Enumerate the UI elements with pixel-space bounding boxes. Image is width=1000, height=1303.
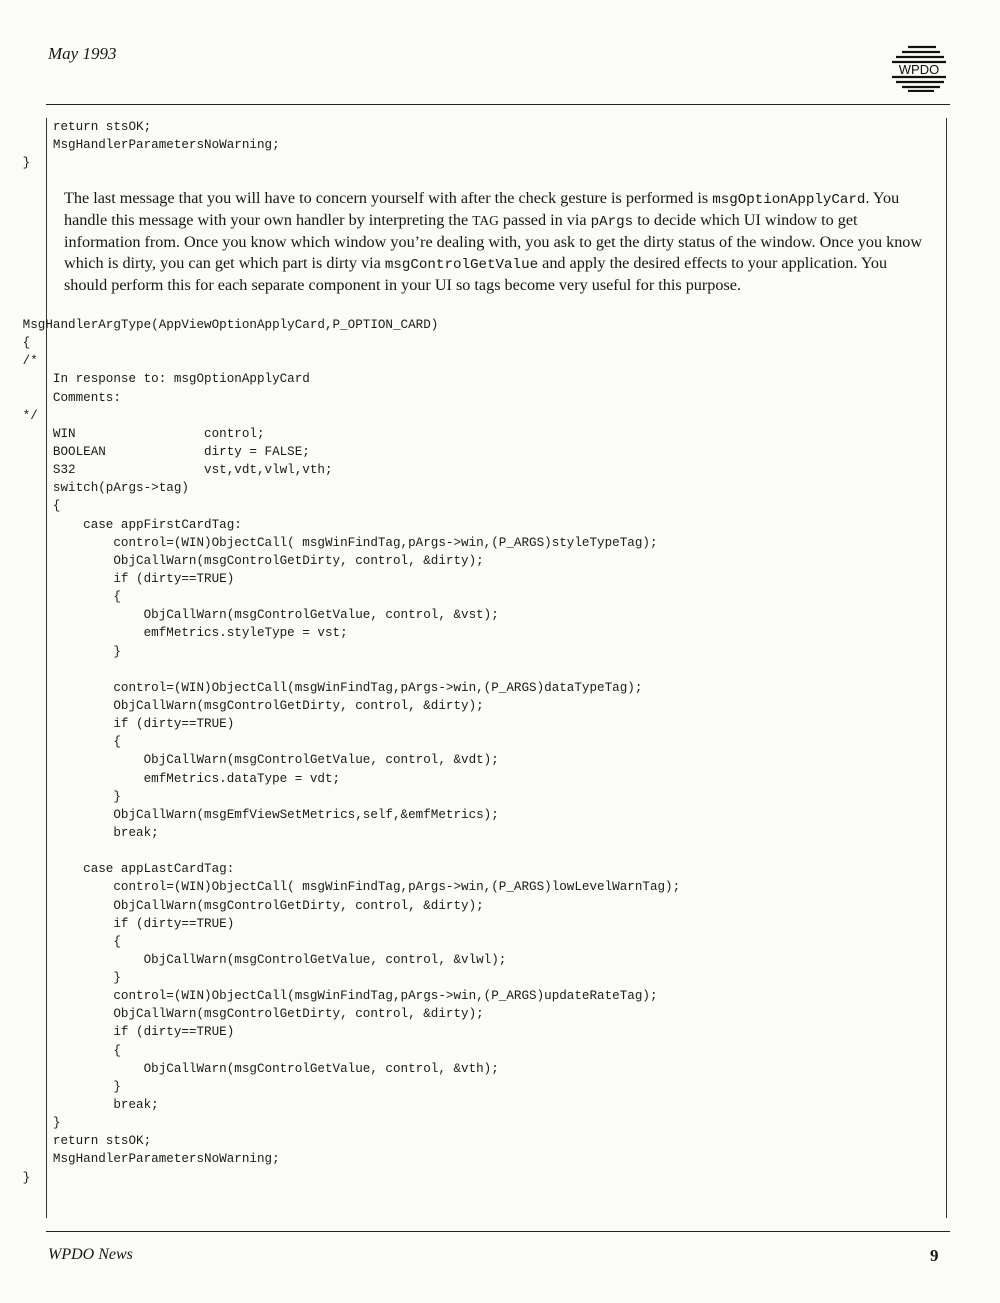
- code-line: ObjCallWarn(msgControlGetValue, control, &vst);: [0, 608, 499, 623]
- top-rule: [46, 104, 950, 105]
- inline-code: msgOptionApplyCard: [712, 192, 866, 208]
- code-line: return stsOK;: [0, 120, 152, 134]
- paragraph-text: The last message that you will have to concern yourself with after the check gesture is performed is: [64, 189, 713, 207]
- code-line: {: [0, 735, 121, 750]
- body-paragraph: [64, 188, 932, 295]
- wpdo-logo: [886, 44, 952, 92]
- logo-text: WPDO: [898, 62, 940, 77]
- code-line: control=(WIN)ObjectCall(msgWinFindTag,pArgs->win,(P_ARGS)dataTypeTag);: [0, 680, 643, 695]
- code-line: MsgHandlerParametersNoWarning;: [0, 138, 280, 153]
- code-line: In response to: msgOptionApplyCard: [0, 372, 310, 387]
- code-block-main: [0, 316, 680, 1187]
- code-line: }: [0, 1170, 31, 1185]
- paragraph-text: to decide which UI window to get information from. Once you know which window you’re dealing with, you ask to get the dirty status of the window. Once you know which is dirty, you can get which part is dirty via: [64, 211, 923, 272]
- code-line: {: [0, 934, 121, 949]
- code-line: ObjCallWarn(msgControlGetDirty, control, &dirty);: [0, 898, 484, 913]
- code-line: if (dirty==TRUE): [0, 717, 235, 732]
- code-line: }: [0, 1116, 61, 1131]
- code-line: MsgHandlerArgType(AppViewOptionApplyCard,P_OPTION_CARD): [0, 318, 439, 332]
- code-line: }: [0, 644, 121, 659]
- code-line: [0, 842, 680, 860]
- paragraph-text: passed in via: [498, 211, 591, 230]
- code-line: emfMetrics.styleType = vst;: [0, 626, 348, 641]
- code-line: ObjCallWarn(msgControlGetDirty, control, &dirty);: [0, 553, 484, 568]
- code-line: ObjCallWarn(msgControlGetValue, control, &vlwl);: [0, 952, 507, 967]
- code-line: ObjCallWarn(msgControlGetDirty, control, &dirty);: [0, 1007, 484, 1022]
- code-line: WIN control;: [0, 426, 265, 441]
- paragraph-text: and apply the desired effects to your application. You should perform this for each separate component in your UI so tags become very useful for this purpose.: [64, 253, 888, 294]
- code-line: ObjCallWarn(msgControlGetDirty, control, &dirty);: [0, 698, 484, 713]
- code-line: {: [0, 336, 31, 351]
- code-line: return stsOK;: [0, 1134, 152, 1149]
- code-line: control=(WIN)ObjectCall(msgWinFindTag,pArgs->win,(P_ARGS)updateRateTag);: [0, 989, 658, 1004]
- code-line: break;: [0, 1098, 159, 1113]
- code-line: control=(WIN)ObjectCall( msgWinFindTag,pArgs->win,(P_ARGS)styleTypeTag);: [0, 535, 658, 550]
- page-number: 9: [930, 1246, 939, 1265]
- code-line: if (dirty==TRUE): [0, 916, 235, 931]
- code-line: switch(pArgs->tag): [0, 481, 189, 496]
- code-line: break;: [0, 825, 159, 840]
- code-line: {: [0, 499, 61, 514]
- paragraph-text: . You handle this message with your own handler by interpreting the: [64, 189, 900, 230]
- code-line: BOOLEAN dirty = FALSE;: [0, 444, 310, 459]
- code-line: case appFirstCardTag:: [0, 517, 242, 532]
- code-line: /*: [0, 354, 38, 369]
- code-line: case appLastCardTag:: [0, 862, 235, 877]
- code-line: Comments:: [0, 390, 121, 405]
- frame-right-border: [946, 118, 947, 1218]
- code-line: [0, 661, 680, 679]
- code-block-top: [0, 118, 280, 172]
- code-line: {: [0, 1043, 121, 1058]
- header-date: May 1993: [48, 44, 117, 63]
- footer-publication: WPDO News: [48, 1246, 133, 1263]
- code-line: MsgHandlerParametersNoWarning;: [0, 1152, 280, 1167]
- code-line: ObjCallWarn(msgControlGetValue, control, &vdt);: [0, 753, 499, 768]
- code-line: if (dirty==TRUE): [0, 571, 235, 586]
- code-line: S32 vst,vdt,vlwl,vth;: [0, 463, 333, 478]
- bottom-rule: [46, 1231, 950, 1232]
- code-line: ObjCallWarn(msgControlGetValue, control, &vth);: [0, 1061, 499, 1076]
- code-line: }: [0, 156, 31, 171]
- code-line: }: [0, 789, 121, 804]
- code-line: }: [0, 1079, 121, 1094]
- code-line: if (dirty==TRUE): [0, 1025, 235, 1040]
- code-line: }: [0, 971, 121, 986]
- code-line: */: [0, 408, 38, 423]
- inline-code: msgControlGetValue: [384, 256, 539, 273]
- inline-code: TAG: [472, 213, 499, 229]
- inline-code: pArgs: [590, 214, 634, 231]
- code-line: control=(WIN)ObjectCall( msgWinFindTag,pArgs->win,(P_ARGS)lowLevelWarnTag);: [0, 880, 681, 895]
- code-line: ObjCallWarn(msgEmfViewSetMetrics,self,&emfMetrics);: [0, 807, 499, 822]
- code-line: {: [0, 590, 121, 605]
- code-line: emfMetrics.dataType = vdt;: [0, 771, 341, 786]
